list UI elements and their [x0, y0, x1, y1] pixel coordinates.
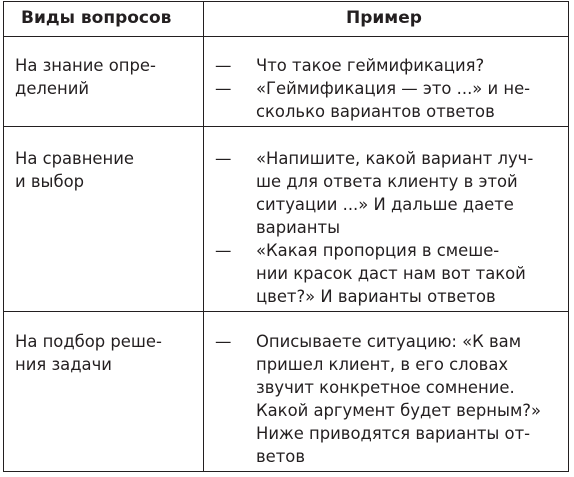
example-item: [215, 77, 530, 123]
example-line: нии красок даст нам вот такой: [256, 264, 526, 283]
example-line: Описываете ситуацию: «К вам: [256, 332, 522, 351]
example-line: «Напишите, какой вариант луч-: [256, 149, 534, 168]
type-line: ния задачи: [15, 355, 112, 374]
header-question-types: Виды вопросов: [21, 8, 172, 28]
row-divider: [4, 311, 568, 312]
row-3-type: [15, 330, 162, 376]
header-divider: [4, 36, 568, 37]
example-line: варианты: [256, 218, 341, 237]
example-line: ше для ответа клиенту в этой: [256, 172, 518, 191]
example-line: ситуации ...» И дальше даете: [256, 195, 514, 214]
dash: —: [215, 241, 232, 260]
type-line: делений: [15, 79, 89, 98]
dash: —: [215, 149, 232, 168]
example-line: «Какая пропорция в смеше-: [256, 241, 500, 260]
example-line: Ниже приводятся варианты от-: [256, 424, 531, 443]
example-line: цвет?» И варианты ответов: [256, 287, 496, 306]
type-line: На сравнение: [15, 149, 134, 168]
dash: —: [215, 332, 232, 351]
row-2-type: [15, 147, 134, 193]
example-line: пришел клиент, в его словах: [256, 355, 509, 374]
dash: —: [215, 56, 232, 75]
questions-table: [3, 1, 569, 472]
example-line: сколько вариантов ответов: [256, 102, 495, 121]
example-line: «Геймификация — это ...» и не-: [256, 79, 531, 98]
example-item: [215, 147, 533, 239]
dash: —: [215, 79, 232, 98]
example-item: [215, 54, 530, 77]
example-line: Что такое геймификация?: [256, 56, 485, 75]
example-item: [215, 239, 533, 308]
type-line: и выбор: [15, 172, 85, 191]
column-divider: [203, 2, 204, 471]
example-line: Какой аргумент будет верным?»: [256, 401, 542, 420]
type-line: На подбор реше-: [15, 332, 162, 351]
row-3-example: [215, 330, 541, 468]
row-divider: [4, 126, 568, 127]
type-line: На знание опре-: [15, 56, 156, 75]
example-item: [215, 330, 541, 468]
row-2-example: [215, 147, 533, 308]
row-1-type: [15, 54, 156, 100]
example-line: звучит конкретное сомнение.: [256, 378, 515, 397]
example-line: ветов: [256, 447, 305, 466]
row-1-example: [215, 54, 530, 123]
header-example: Пример: [346, 8, 422, 28]
